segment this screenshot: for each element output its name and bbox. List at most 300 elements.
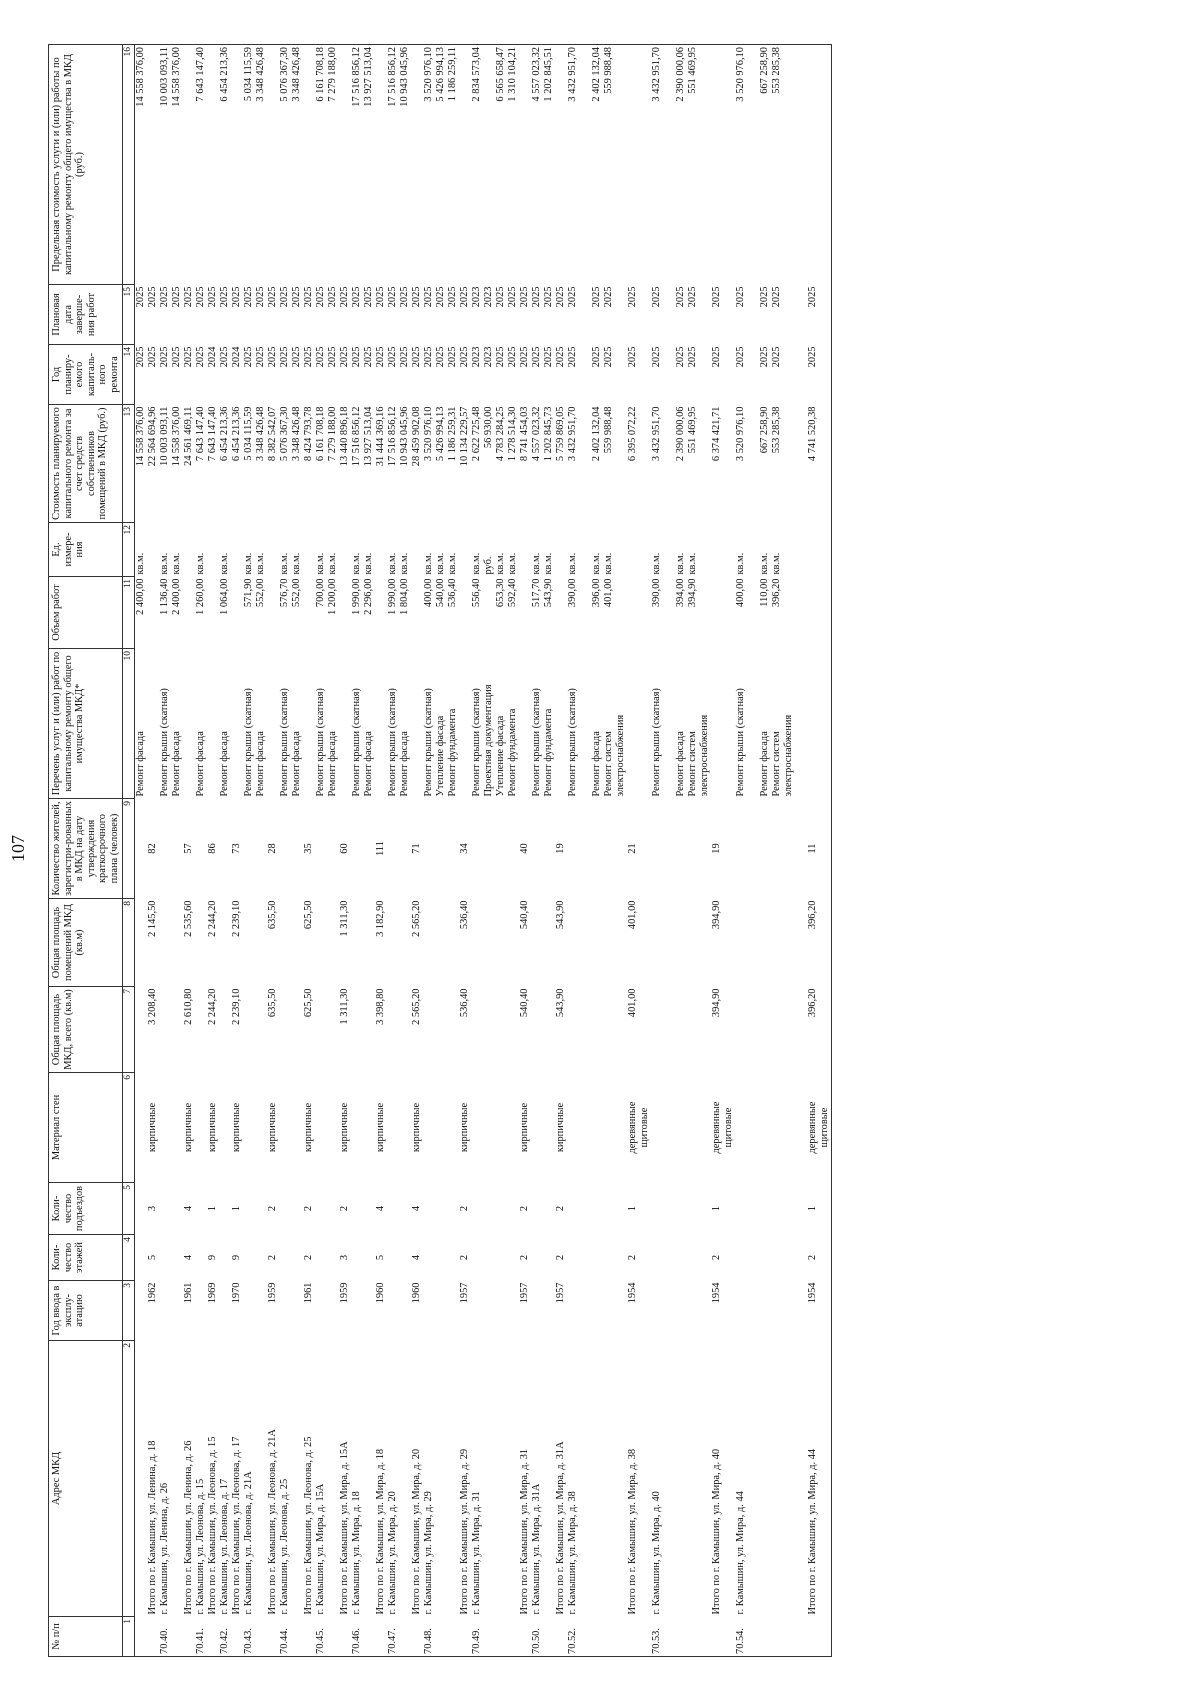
planned-cost-cell: 8 741 454,03 [519, 406, 530, 462]
work-item-cell [303, 649, 315, 799]
repair-year-cell: 2024 [207, 346, 218, 368]
work-item-cell: Ремонт крыши (скатная) [531, 688, 542, 797]
entrances-cell: 1 [231, 1205, 242, 1212]
residents-cell [543, 799, 555, 899]
row-number-cell [255, 1617, 267, 1657]
year-built-cell: 1957 [555, 1282, 566, 1304]
premises-area-cell [771, 899, 783, 987]
work-item-cell: Ремонт крыши (скатная) [387, 688, 398, 797]
repair-year-cell: 2025 [435, 346, 446, 368]
entrances-cell [279, 1183, 291, 1235]
header-cell: Количество жителей, зарегистри-рованных в МКД на дату утверждения краткосрочного плана (человек) [49, 799, 123, 899]
total-area-cell [315, 987, 327, 1073]
floors-cell [591, 1235, 603, 1281]
completion-date-cell: 2025 [603, 286, 614, 308]
table-row [519, 45, 531, 1657]
entrances-cell [135, 1183, 148, 1235]
address-cell: г. Камышин, ул. Мира, д. 40 [651, 1491, 662, 1615]
max-cost-cell [747, 45, 759, 285]
residents-cell: 111 [375, 841, 386, 856]
floors-cell [771, 1235, 783, 1281]
max-cost-cell: 3 348 426,48 [255, 45, 267, 285]
table-row [771, 45, 783, 1657]
work-volume-cell: 390,00 [651, 578, 662, 608]
entrances-cell: 2 [459, 1205, 470, 1212]
max-cost-cell [615, 45, 627, 285]
year-built-cell: 1954 [711, 1282, 722, 1304]
address-cell: г. Камышин, ул. Мира, д. 44 [735, 1491, 746, 1615]
entrances-cell [159, 1183, 171, 1235]
work-volume-cell: 396,00 [591, 578, 602, 608]
entrances-cell [699, 1183, 711, 1235]
wall-material-cell [771, 1073, 783, 1183]
work-item-cell: Ремонт фасада [171, 731, 182, 797]
work-item-cell: Проектная документация [483, 684, 494, 797]
planned-cost-cell: 7 279 188,00 [327, 406, 338, 462]
unit-cell [267, 523, 279, 577]
work-item-cell: Ремонт фасада [135, 731, 146, 797]
unit-cell [579, 523, 591, 577]
row-number-cell: 70.46. [351, 1617, 363, 1657]
table-row [759, 45, 771, 1657]
planned-cost-cell: 5 034 115,59 [243, 406, 254, 461]
total-area-cell [783, 987, 795, 1073]
work-item-cell: Ремонт крыши (скатная) [735, 688, 746, 797]
wall-material-cell [195, 1073, 207, 1183]
work-volume-cell: 400,00 [735, 578, 746, 608]
wall-material-cell: кирпичные [339, 1102, 350, 1153]
completion-date-cell [615, 285, 627, 345]
unit-cell [747, 523, 759, 577]
residents-cell [351, 799, 363, 899]
unit-cell: кв.м. [447, 552, 458, 575]
completion-date-cell [795, 285, 807, 345]
floors-cell: 9 [231, 1254, 242, 1261]
address-cell: Итого по г. Камышин, ул. Ленина, д. 26 [183, 1440, 194, 1615]
address-cell: Итого по г. Камышин, ул. Мира, д. 20 [411, 1448, 422, 1615]
wall-material-cell [447, 1073, 459, 1183]
floors-cell [471, 1235, 483, 1281]
max-cost-cell: 3 432 951,70 [651, 45, 663, 285]
entrances-cell: 2 [519, 1205, 530, 1212]
table-row [399, 45, 411, 1657]
premises-area-cell [219, 899, 231, 987]
entrances-cell [387, 1183, 399, 1235]
wall-material-cell: кирпичные [183, 1102, 194, 1153]
row-number-cell [519, 1617, 531, 1657]
wall-material-cell [279, 1073, 291, 1183]
floors-cell: 2 [627, 1254, 638, 1261]
unit-cell: кв.м. [171, 552, 182, 575]
header-cell: Стоимость планируемого капитального ремонта за счет средств собственников помещений в МКД (руб.) [49, 405, 123, 523]
floors-cell [399, 1235, 411, 1281]
year-built-cell: 1961 [183, 1282, 194, 1304]
address-cell: Итого по г. Камышин, ул. Мира, д. 40 [711, 1448, 722, 1615]
unit-cell: кв.м. [351, 552, 362, 575]
floors-cell: 4 [183, 1254, 194, 1261]
repair-year-cell: 2025 [651, 346, 662, 368]
column-number: 6 [123, 1073, 135, 1183]
year-built-cell [507, 1281, 519, 1341]
wall-material-cell [591, 1073, 603, 1183]
total-area-cell [363, 987, 375, 1073]
premises-area-cell [159, 899, 171, 987]
completion-date-cell: 2023 [471, 286, 482, 308]
max-cost-cell [711, 45, 723, 285]
repair-year-cell: 2025 [711, 346, 722, 368]
year-built-cell [315, 1281, 327, 1341]
row-number-cell [495, 1617, 507, 1657]
total-area-cell [507, 987, 519, 1073]
row-number-cell: 70.45. [315, 1617, 327, 1657]
repair-year-cell: 2025 [351, 346, 362, 368]
completion-date-cell: 2025 [711, 286, 722, 308]
address-cell: г. Камышин, ул. Мира, д. 15А [315, 1483, 326, 1615]
repair-year-cell: 2025 [759, 346, 770, 368]
premises-area-cell [759, 899, 771, 987]
unit-cell: кв.м. [651, 552, 662, 575]
premises-area-cell [663, 899, 675, 987]
total-area-cell [735, 987, 747, 1073]
year-built-cell [159, 1281, 171, 1341]
planned-cost-cell: 3 520 976,10 [735, 406, 746, 462]
work-volume-cell: 394,00 [675, 578, 686, 608]
table-row [651, 45, 663, 1657]
repair-year-cell [783, 345, 795, 405]
unit-cell: кв.м. [423, 552, 434, 575]
wall-material-cell [495, 1073, 507, 1183]
table-row [435, 45, 447, 1657]
wall-material-cell [687, 1073, 699, 1183]
row-number-cell [267, 1617, 279, 1657]
premises-area-cell [651, 899, 663, 987]
work-item-cell [231, 649, 243, 799]
row-number-cell [507, 1617, 519, 1657]
premises-area-cell: 635,50 [267, 900, 278, 930]
wall-material-cell [543, 1073, 555, 1183]
work-volume-cell: 2 400,00 [135, 578, 146, 615]
address-cell: г. Камышин, ул. Леонова, д. 15 [195, 1478, 206, 1615]
completion-date-cell: 2025 [231, 286, 242, 308]
year-built-cell [663, 1281, 675, 1341]
wall-material-cell: деревянные [627, 1101, 638, 1154]
address-cell: Итого по г. Камышин, ул. Леонова, д. 25 [303, 1436, 314, 1615]
address-cell [639, 1341, 651, 1617]
table-row [507, 45, 519, 1657]
max-cost-cell: 6 454 213,36 [219, 45, 231, 285]
header-cell: Год ввода в эксплу-атацию [49, 1281, 123, 1341]
repair-year-cell: 2025 [675, 346, 686, 368]
unit-cell [339, 523, 351, 577]
work-volume-cell [207, 577, 219, 649]
year-built-cell [651, 1281, 663, 1341]
wall-material-cell [135, 1073, 148, 1183]
total-area-cell [699, 987, 711, 1073]
work-volume-cell: 1 990,00 [387, 578, 398, 615]
work-item-cell [147, 649, 159, 799]
repair-year-cell: 2025 [339, 346, 350, 368]
unit-cell [795, 523, 807, 577]
address-cell: г. Камышин, ул. Мира, д. 29 [423, 1491, 434, 1615]
row-number-cell: 70.53. [651, 1617, 663, 1657]
completion-date-cell: 2025 [567, 286, 578, 308]
residents-cell [651, 799, 663, 899]
year-built-cell [639, 1281, 651, 1341]
entrances-cell [243, 1183, 255, 1235]
total-area-cell [567, 987, 579, 1073]
year-built-cell [543, 1281, 555, 1341]
row-number-cell [483, 1617, 495, 1657]
unit-cell [819, 523, 832, 577]
residents-cell [495, 799, 507, 899]
wall-material-cell: кирпичные [459, 1102, 470, 1153]
year-built-cell [675, 1281, 687, 1341]
year-built-cell [747, 1281, 759, 1341]
floors-cell [447, 1235, 459, 1281]
table-row [735, 45, 747, 1657]
completion-date-cell: 2025 [423, 286, 434, 308]
completion-date-cell: 2025 [651, 286, 662, 308]
repair-year-cell: 2025 [303, 346, 314, 368]
entrances-cell: 4 [375, 1205, 386, 1212]
planned-cost-cell [795, 405, 807, 523]
work-volume-cell [339, 577, 351, 649]
total-area-cell: 635,50 [267, 988, 278, 1018]
repair-year-cell: 2025 [555, 346, 566, 368]
year-built-cell [771, 1281, 783, 1341]
max-cost-cell: 3 348 426,48 [291, 45, 303, 285]
floors-cell [363, 1235, 375, 1281]
total-area-cell [243, 987, 255, 1073]
floors-cell [351, 1235, 363, 1281]
year-built-cell: 1957 [519, 1282, 530, 1304]
entrances-cell: 4 [411, 1205, 422, 1212]
table-row [711, 45, 723, 1657]
residents-cell: 34 [459, 843, 470, 854]
year-built-cell: 1959 [267, 1282, 278, 1304]
work-volume-cell: 110,00 [759, 578, 770, 607]
planned-cost-cell: 3 432 951,70 [567, 406, 578, 462]
table-row [303, 45, 315, 1657]
entrances-cell [747, 1183, 759, 1235]
row-number-cell [411, 1617, 423, 1657]
table-row [543, 45, 555, 1657]
max-cost-cell [663, 45, 675, 285]
row-number-cell [447, 1617, 459, 1657]
total-area-cell: 396,20 [807, 988, 818, 1018]
unit-cell [699, 523, 711, 577]
planned-cost-cell: 22 564 694,96 [147, 406, 158, 467]
table-row [675, 45, 687, 1657]
wall-material-cell [435, 1073, 447, 1183]
residents-cell [387, 799, 399, 899]
address-cell [291, 1341, 303, 1617]
residents-cell [699, 799, 711, 899]
wall-material-cell: кирпичные [519, 1102, 530, 1153]
work-volume-cell [459, 577, 471, 649]
premises-area-cell [195, 899, 207, 987]
table-row [495, 45, 507, 1657]
residents-cell [687, 799, 699, 899]
residents-cell [363, 799, 375, 899]
repair-year-cell: 2025 [423, 346, 434, 368]
max-cost-cell: 1 186 259,11 [447, 45, 459, 285]
year-built-cell [255, 1281, 267, 1341]
wall-material-cell [255, 1073, 267, 1183]
residents-cell [423, 799, 435, 899]
total-area-cell [351, 987, 363, 1073]
max-cost-cell: 2 834 573,04 [471, 45, 483, 285]
work-volume-cell [303, 577, 315, 649]
total-area-cell [663, 987, 675, 1073]
entrances-cell [423, 1183, 435, 1235]
row-number-cell [579, 1617, 591, 1657]
completion-date-cell: 2025 [135, 286, 146, 308]
wall-material-cell [759, 1073, 771, 1183]
planned-cost-cell: 10 003 093,11 [159, 406, 170, 466]
work-item-cell: Ремонт фасада [591, 731, 602, 797]
year-built-cell [483, 1281, 495, 1341]
floors-cell [747, 1235, 759, 1281]
entrances-cell [495, 1183, 507, 1235]
premises-area-cell [495, 899, 507, 987]
wall-material-cell [171, 1073, 183, 1183]
row-number-cell [147, 1617, 159, 1657]
row-number-cell [435, 1617, 447, 1657]
premises-area-cell [279, 899, 291, 987]
work-item-cell [819, 649, 832, 799]
header-cell: Коли-чество этажей [49, 1235, 123, 1281]
premises-area-cell [399, 899, 411, 987]
max-cost-cell [411, 45, 423, 285]
work-volume-cell [375, 577, 387, 649]
table-row [471, 45, 483, 1657]
repair-year-cell: 2025 [603, 346, 614, 368]
residents-cell [783, 799, 795, 899]
address-cell: г. Камышин, ул. Леонова, д. 17 [219, 1478, 230, 1615]
residents-cell [615, 799, 627, 899]
table-row [447, 45, 459, 1657]
work-volume-cell [231, 577, 243, 649]
floors-cell [483, 1235, 495, 1281]
premises-area-cell: 2 535,60 [183, 900, 194, 937]
unit-cell: кв.м. [159, 552, 170, 575]
max-cost-cell [303, 45, 315, 285]
entrances-cell [651, 1183, 663, 1235]
planned-cost-cell [615, 405, 627, 523]
total-area-cell: 540,40 [519, 988, 530, 1018]
address-cell: г. Камышин, ул. Леонова, д. 21А [243, 1471, 254, 1615]
unit-cell: кв.м. [399, 552, 410, 575]
repair-year-cell: 2025 [543, 346, 554, 368]
floors-cell: 4 [411, 1254, 422, 1261]
work-volume-cell [183, 577, 195, 649]
table-row [783, 45, 795, 1657]
wall-material-cell [423, 1073, 435, 1183]
floors-cell [567, 1235, 579, 1281]
floors-cell [159, 1235, 171, 1281]
planned-cost-cell: 4 741 520,38 [807, 406, 818, 462]
wall-material-cell [603, 1073, 615, 1183]
row-number-cell [603, 1617, 615, 1657]
planned-cost-cell [663, 405, 675, 523]
table-row [231, 45, 243, 1657]
residents-cell [639, 799, 651, 899]
wall-material-cell [651, 1073, 663, 1183]
premises-area-cell: 625,50 [303, 900, 314, 930]
repair-year-cell: 2025 [171, 346, 182, 368]
total-area-cell [543, 987, 555, 1073]
header-cell: Объем работ [49, 577, 123, 649]
planned-cost-cell: 10 134 229,57 [459, 406, 470, 467]
wall-material-cell [795, 1073, 807, 1183]
total-area-cell: 3 208,40 [147, 988, 158, 1025]
entrances-cell [579, 1183, 591, 1235]
total-area-cell: 394,90 [711, 988, 722, 1018]
total-area-cell: 543,90 [555, 988, 566, 1018]
work-item-cell [579, 649, 591, 799]
repair-year-cell: 2025 [291, 346, 302, 368]
repair-year-cell: 2025 [807, 346, 818, 368]
planned-cost-cell: 17 516 856,12 [351, 406, 362, 467]
row-number-cell: 70.40. [159, 1617, 171, 1657]
floors-cell: 2 [807, 1254, 818, 1261]
max-cost-cell: 5 076 367,30 [279, 45, 291, 285]
residents-cell: 71 [411, 843, 422, 854]
unit-cell [711, 523, 723, 577]
floors-cell [795, 1235, 807, 1281]
repair-year-cell: 2025 [219, 346, 230, 368]
residents-cell: 60 [339, 843, 350, 854]
completion-date-cell: 2025 [387, 286, 398, 308]
row-number-cell [183, 1617, 195, 1657]
row-number-cell [723, 1617, 735, 1657]
repair-year-cell: 2025 [399, 346, 410, 368]
work-item-cell: Ремонт фасада [675, 731, 686, 797]
unit-cell: кв.м. [363, 552, 374, 575]
year-built-cell [291, 1281, 303, 1341]
premises-area-cell [447, 899, 459, 987]
row-number-cell [327, 1617, 339, 1657]
max-cost-cell: 559 988,48 [603, 45, 615, 285]
max-cost-cell: 3 432 951,70 [567, 45, 579, 285]
premises-area-cell [699, 899, 711, 987]
max-cost-cell [807, 45, 819, 285]
floors-cell: 2 [555, 1254, 566, 1261]
work-volume-cell: 394,90 [687, 578, 698, 608]
floors-cell: 3 [339, 1254, 350, 1261]
wall-material-cell [699, 1073, 711, 1183]
entrances-cell [507, 1183, 519, 1235]
residents-cell [819, 799, 832, 899]
completion-date-cell: 2025 [687, 286, 698, 308]
entrances-cell [819, 1183, 832, 1235]
work-volume-cell: 2 296,00 [363, 578, 374, 615]
total-area-cell [819, 987, 832, 1073]
entrances-cell: 3 [147, 1205, 158, 1212]
work-volume-cell: 536,40 [447, 578, 458, 608]
premises-area-cell: 1 311,30 [339, 900, 350, 937]
repair-year-cell: 2025 [195, 346, 206, 368]
residents-cell: 19 [711, 843, 722, 854]
year-built-cell [783, 1281, 795, 1341]
completion-date-cell: 2025 [675, 286, 686, 308]
unit-cell: кв.м. [219, 552, 230, 575]
floors-cell [387, 1235, 399, 1281]
completion-date-cell [747, 285, 759, 345]
year-built-cell: 1960 [411, 1282, 422, 1304]
row-number-cell: 70.44. [279, 1617, 291, 1657]
